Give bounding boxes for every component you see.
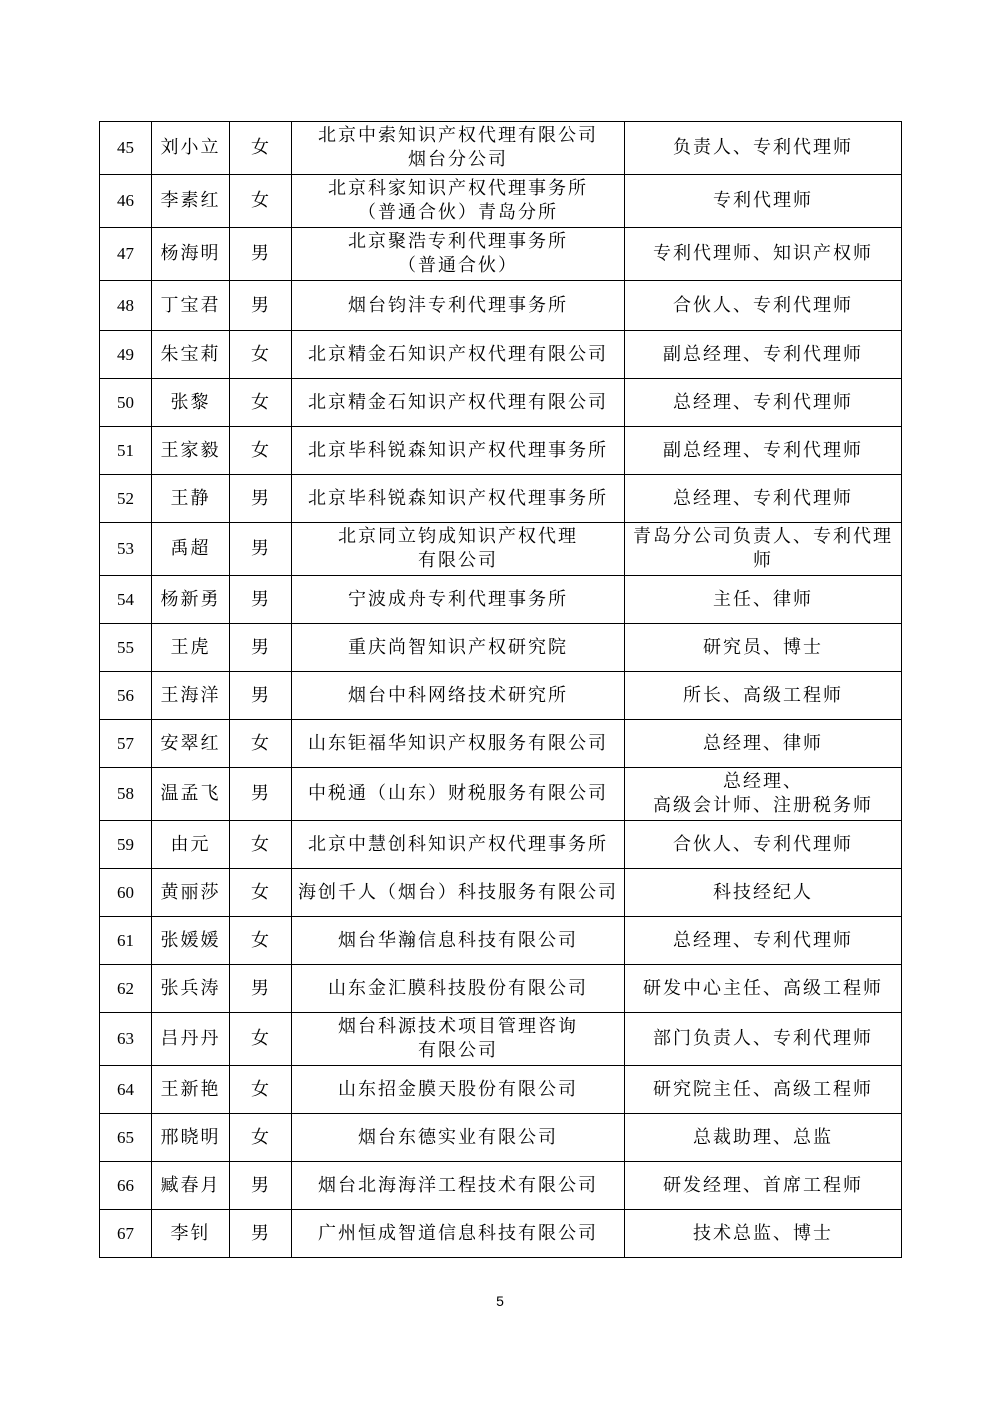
position-cell-line: 研发中心主任、高级工程师	[643, 977, 883, 999]
organization-cell-line: （普通合伙）	[398, 255, 518, 276]
organization-cell-line: 北京精金石知识产权代理有限公司	[308, 343, 608, 365]
table-row	[100, 821, 902, 869]
row-number-cell: 66	[100, 1162, 152, 1210]
row-number-cell: 55	[100, 624, 152, 672]
name-cell: 由元	[152, 821, 230, 869]
organization-cell-line: 烟台科源技术项目管理咨询	[338, 1016, 578, 1037]
position-cell-line: 青岛分公司负责人、专利代理	[633, 526, 893, 547]
gender-cell: 男	[230, 281, 292, 331]
name-cell: 张兵涛	[152, 965, 230, 1013]
position-cell-line: 部门负责人、专利代理师	[653, 1028, 873, 1049]
organization-cell-line: 重庆尚智知识产权研究院	[348, 636, 568, 658]
row-number-cell: 45	[100, 122, 152, 175]
organization-cell-line: 北京精金石知识产权代理有限公司	[308, 391, 608, 413]
position-cell	[625, 917, 902, 965]
organization-cell-line: 烟台北海海洋工程技术有限公司	[318, 1174, 598, 1196]
organization-cell-line: 北京同立钧成知识产权代理	[338, 526, 578, 547]
organization-cell-line: 有限公司	[418, 550, 498, 571]
row-number-cell: 60	[100, 869, 152, 917]
position-cell	[625, 228, 902, 281]
expert-roster-body	[100, 122, 902, 1258]
name-cell: 杨新勇	[152, 576, 230, 624]
row-number-cell: 59	[100, 821, 152, 869]
organization-cell	[292, 475, 625, 523]
name-cell: 张黎	[152, 379, 230, 427]
position-cell-line: 科技经纪人	[713, 881, 813, 903]
organization-cell	[292, 331, 625, 379]
organization-cell-line: 有限公司	[418, 1040, 498, 1061]
organization-cell	[292, 917, 625, 965]
position-cell-line: 高级会计师、注册税务师	[653, 795, 873, 816]
position-cell	[625, 281, 902, 331]
name-cell: 张媛媛	[152, 917, 230, 965]
organization-cell	[292, 965, 625, 1013]
gender-cell: 男	[230, 1210, 292, 1258]
row-number-cell: 51	[100, 427, 152, 475]
table-row	[100, 720, 902, 768]
position-cell	[625, 672, 902, 720]
position-cell-line: 总经理、专利代理师	[673, 929, 853, 951]
row-number-cell: 54	[100, 576, 152, 624]
position-cell	[625, 523, 902, 576]
table-row	[100, 1114, 902, 1162]
gender-cell: 男	[230, 523, 292, 576]
organization-cell	[292, 1013, 625, 1066]
organization-cell-line: 北京毕科锐森知识产权代理事务所	[308, 487, 608, 509]
position-cell-line: 技术总监、博士	[693, 1222, 833, 1244]
table-row	[100, 281, 902, 331]
organization-cell-line: （普通合伙）青岛分所	[358, 202, 558, 223]
name-cell: 臧春月	[152, 1162, 230, 1210]
gender-cell: 女	[230, 869, 292, 917]
table-row	[100, 523, 902, 576]
table-row	[100, 475, 902, 523]
table-row	[100, 672, 902, 720]
position-cell	[625, 427, 902, 475]
organization-cell	[292, 379, 625, 427]
organization-cell	[292, 523, 625, 576]
name-cell: 王虎	[152, 624, 230, 672]
position-cell-line: 师	[753, 550, 773, 571]
table-row	[100, 122, 902, 175]
gender-cell: 女	[230, 379, 292, 427]
gender-cell: 男	[230, 768, 292, 821]
name-cell: 李素红	[152, 175, 230, 228]
gender-cell: 男	[230, 475, 292, 523]
row-number-cell: 63	[100, 1013, 152, 1066]
organization-cell-line: 广州恒成智道信息科技有限公司	[318, 1222, 598, 1244]
table-row	[100, 379, 902, 427]
name-cell: 丁宝君	[152, 281, 230, 331]
organization-cell-line: 烟台分公司	[408, 149, 508, 170]
position-cell	[625, 821, 902, 869]
position-cell-line: 专利代理师、知识产权师	[653, 243, 873, 264]
gender-cell: 男	[230, 228, 292, 281]
name-cell: 王家毅	[152, 427, 230, 475]
table-row	[100, 1066, 902, 1114]
organization-cell-line: 烟台钧沣专利代理事务所	[348, 294, 568, 316]
position-cell	[625, 869, 902, 917]
position-cell-line: 总经理、律师	[703, 732, 823, 754]
table-row	[100, 427, 902, 475]
expert-roster-table	[99, 121, 902, 1258]
gender-cell: 女	[230, 175, 292, 228]
row-number-cell: 53	[100, 523, 152, 576]
row-number-cell: 57	[100, 720, 152, 768]
position-cell-line: 研究院主任、高级工程师	[653, 1078, 873, 1100]
position-cell-line: 合伙人、专利代理师	[673, 294, 853, 316]
table-row	[100, 965, 902, 1013]
position-cell-line: 总经理、专利代理师	[673, 487, 853, 509]
position-cell	[625, 1114, 902, 1162]
row-number-cell: 49	[100, 331, 152, 379]
table-row	[100, 175, 902, 228]
name-cell: 禹超	[152, 523, 230, 576]
table-row	[100, 576, 902, 624]
organization-cell-line: 烟台东德实业有限公司	[358, 1126, 558, 1148]
gender-cell: 女	[230, 1066, 292, 1114]
position-cell	[625, 624, 902, 672]
gender-cell: 女	[230, 122, 292, 175]
organization-cell	[292, 672, 625, 720]
organization-cell	[292, 228, 625, 281]
name-cell: 吕丹丹	[152, 1013, 230, 1066]
row-number-cell: 61	[100, 917, 152, 965]
gender-cell: 女	[230, 1114, 292, 1162]
row-number-cell: 50	[100, 379, 152, 427]
position-cell-line: 研发经理、首席工程师	[663, 1174, 863, 1196]
row-number-cell: 46	[100, 175, 152, 228]
position-cell	[625, 175, 902, 228]
table-row	[100, 768, 902, 821]
name-cell: 邢晓明	[152, 1114, 230, 1162]
name-cell: 杨海明	[152, 228, 230, 281]
organization-cell	[292, 821, 625, 869]
position-cell	[625, 475, 902, 523]
organization-cell-line: 北京毕科锐森知识产权代理事务所	[308, 439, 608, 461]
row-number-cell: 52	[100, 475, 152, 523]
position-cell-line: 负责人、专利代理师	[673, 137, 853, 158]
position-cell-line: 总裁助理、总监	[693, 1126, 833, 1148]
gender-cell: 女	[230, 821, 292, 869]
organization-cell	[292, 281, 625, 331]
organization-cell-line: 北京科家知识产权代理事务所	[328, 178, 588, 199]
organization-cell-line: 北京聚浩专利代理事务所	[348, 231, 568, 252]
table-row	[100, 1162, 902, 1210]
row-number-cell: 67	[100, 1210, 152, 1258]
organization-cell-line: 山东金汇膜科技股份有限公司	[328, 977, 588, 999]
organization-cell	[292, 720, 625, 768]
gender-cell: 男	[230, 672, 292, 720]
row-number-cell: 48	[100, 281, 152, 331]
position-cell	[625, 379, 902, 427]
organization-cell-line: 山东钜福华知识产权服务有限公司	[308, 732, 608, 754]
position-cell-line: 研究员、博士	[703, 636, 823, 658]
position-cell	[625, 1066, 902, 1114]
organization-cell	[292, 768, 625, 821]
gender-cell: 男	[230, 965, 292, 1013]
table-row	[100, 869, 902, 917]
gender-cell: 女	[230, 917, 292, 965]
name-cell: 王海洋	[152, 672, 230, 720]
table-row	[100, 331, 902, 379]
position-cell	[625, 122, 902, 175]
position-cell	[625, 720, 902, 768]
name-cell: 王静	[152, 475, 230, 523]
name-cell: 温孟飞	[152, 768, 230, 821]
organization-cell	[292, 427, 625, 475]
position-cell-line: 总经理、专利代理师	[673, 391, 853, 413]
organization-cell	[292, 1162, 625, 1210]
row-number-cell: 65	[100, 1114, 152, 1162]
position-cell	[625, 576, 902, 624]
position-cell-line: 所长、高级工程师	[683, 684, 843, 706]
position-cell-line: 副总经理、专利代理师	[663, 439, 863, 461]
organization-cell-line: 北京中慧创科知识产权代理事务所	[308, 833, 608, 855]
name-cell: 朱宝莉	[152, 331, 230, 379]
position-cell-line: 专利代理师	[713, 190, 813, 211]
organization-cell-line: 中税通（山东）财税服务有限公司	[308, 783, 608, 804]
row-number-cell: 62	[100, 965, 152, 1013]
name-cell: 李钊	[152, 1210, 230, 1258]
table-row	[100, 624, 902, 672]
organization-cell-line: 北京中索知识产权代理有限公司	[318, 125, 598, 146]
position-cell	[625, 1162, 902, 1210]
organization-cell	[292, 624, 625, 672]
gender-cell: 女	[230, 427, 292, 475]
gender-cell: 女	[230, 331, 292, 379]
position-cell-line: 主任、律师	[713, 588, 813, 610]
position-cell	[625, 1210, 902, 1258]
name-cell: 王新艳	[152, 1066, 230, 1114]
organization-cell-line: 海创千人（烟台）科技服务有限公司	[298, 881, 618, 903]
position-cell	[625, 965, 902, 1013]
organization-cell-line: 烟台华瀚信息科技有限公司	[338, 929, 578, 951]
gender-cell: 男	[230, 1162, 292, 1210]
organization-cell-line: 山东招金膜天股份有限公司	[338, 1078, 578, 1100]
position-cell	[625, 331, 902, 379]
organization-cell-line: 宁波成舟专利代理事务所	[348, 588, 568, 610]
organization-cell	[292, 175, 625, 228]
position-cell-line: 合伙人、专利代理师	[673, 833, 853, 855]
row-number-cell: 64	[100, 1066, 152, 1114]
organization-cell	[292, 1114, 625, 1162]
gender-cell: 女	[230, 720, 292, 768]
organization-cell	[292, 1210, 625, 1258]
gender-cell: 男	[230, 576, 292, 624]
gender-cell: 男	[230, 624, 292, 672]
table-row	[100, 917, 902, 965]
name-cell: 安翠红	[152, 720, 230, 768]
position-cell-line: 副总经理、专利代理师	[663, 343, 863, 365]
organization-cell	[292, 122, 625, 175]
organization-cell	[292, 576, 625, 624]
gender-cell: 女	[230, 1013, 292, 1066]
row-number-cell: 56	[100, 672, 152, 720]
row-number-cell: 58	[100, 768, 152, 821]
organization-cell-line: 烟台中科网络技术研究所	[348, 684, 568, 706]
position-cell-line: 总经理、	[723, 771, 803, 792]
table-row	[100, 1210, 902, 1258]
name-cell: 黄丽莎	[152, 869, 230, 917]
row-number-cell: 47	[100, 228, 152, 281]
position-cell	[625, 1013, 902, 1066]
organization-cell	[292, 1066, 625, 1114]
position-cell	[625, 768, 902, 821]
table-row	[100, 228, 902, 281]
table-row	[100, 1013, 902, 1066]
name-cell: 刘小立	[152, 122, 230, 175]
page-number: 5	[496, 1293, 504, 1309]
organization-cell	[292, 869, 625, 917]
